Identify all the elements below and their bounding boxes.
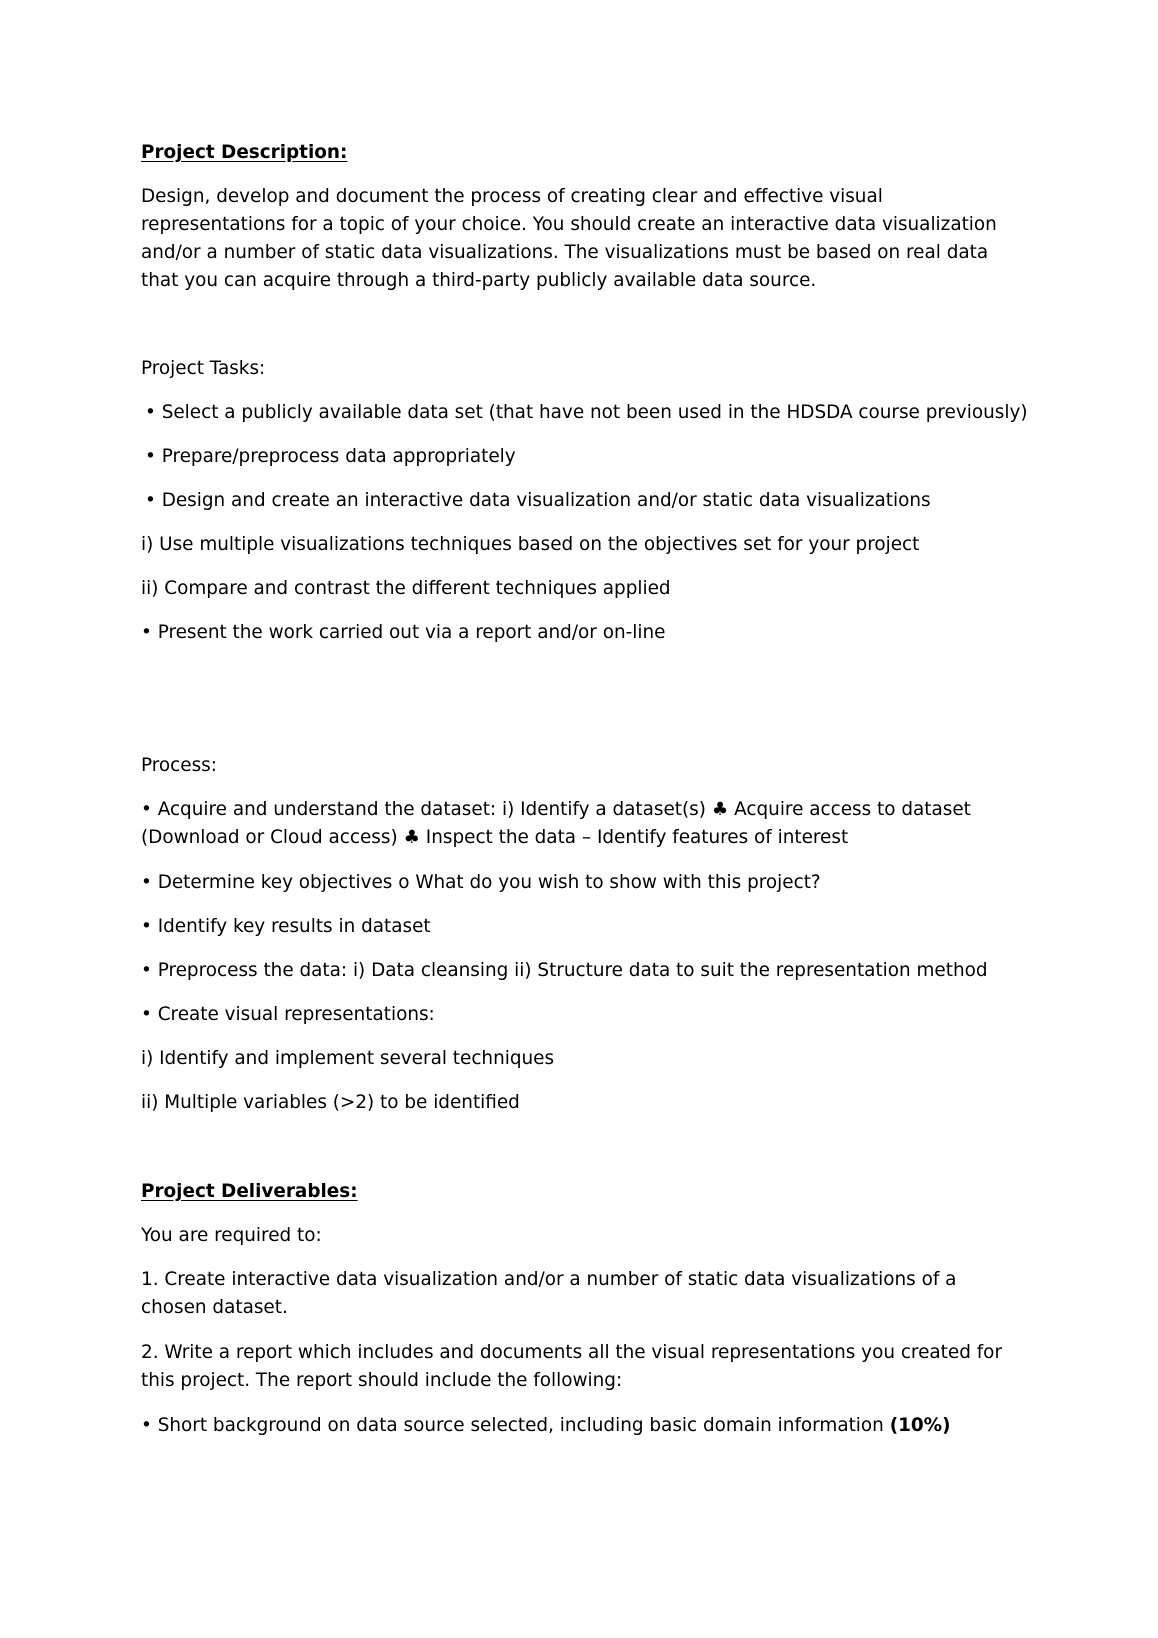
process-heading: Process: [141, 755, 217, 776]
tasks-heading: Project Tasks: [141, 358, 266, 379]
process-item: • Preprocess the data: i) Data cleansing ii) Structure data to suit the representation method [141, 960, 988, 981]
process-item: • Create visual representations: [141, 1004, 435, 1025]
task-item: • Design and create an interactive data visualization and/or static data visualizations [145, 490, 931, 511]
task-subitem: i) Use multiple visualizations techniques based on the objectives set for your project [141, 534, 920, 555]
description-paragraph: Design, develop and document the process of creating clear and effective visual representations for a topic of your choice. You should create an interactive data visualization and/or a number of static data visualizations. The visualizations must be based on real data that you can acquire through a third-party publicly available data source. [141, 186, 997, 291]
deliverables-heading: Project Deliverables: [141, 1181, 358, 1202]
task-item: • Present the work carried out via a report and/or on-line [141, 622, 666, 643]
deliverable-item: 2. Write a report which includes and documents all the visual representations you created for this project. The report should include the following: [141, 1342, 1003, 1391]
process-item: • Acquire and understand the dataset: i) Identify a dataset(s) ♣ Acquire access to dataset (Download or Cloud access) ♣ Inspect the data – Identify features of interest [141, 799, 971, 848]
task-item: • Select a publicly available data set (that have not been used in the HDSDA course previously) [145, 402, 1028, 423]
report-requirement-text: • Short background on data source selected, including basic domain information [141, 1415, 884, 1436]
task-item: • Prepare/preprocess data appropriately [145, 446, 516, 467]
deliverables-intro: You are required to: [141, 1225, 322, 1246]
process-subitem: i) Identify and implement several techniques [141, 1048, 555, 1069]
report-requirement-item [141, 1412, 1031, 1440]
report-requirement-weight: (10%) [889, 1415, 951, 1436]
process-item: • Determine key objectives o What do you wish to show with this project? [141, 872, 821, 893]
deliverable-item: 1. Create interactive data visualization and/or a number of static data visualizations of a chosen dataset. [141, 1269, 957, 1318]
description-heading: Project Description: [141, 142, 348, 163]
process-subitem: ii) Multiple variables (>2) to be identified [141, 1092, 520, 1113]
task-subitem: ii) Compare and contrast the different techniques applied [141, 578, 671, 599]
process-item: • Identify key results in dataset [141, 916, 431, 937]
